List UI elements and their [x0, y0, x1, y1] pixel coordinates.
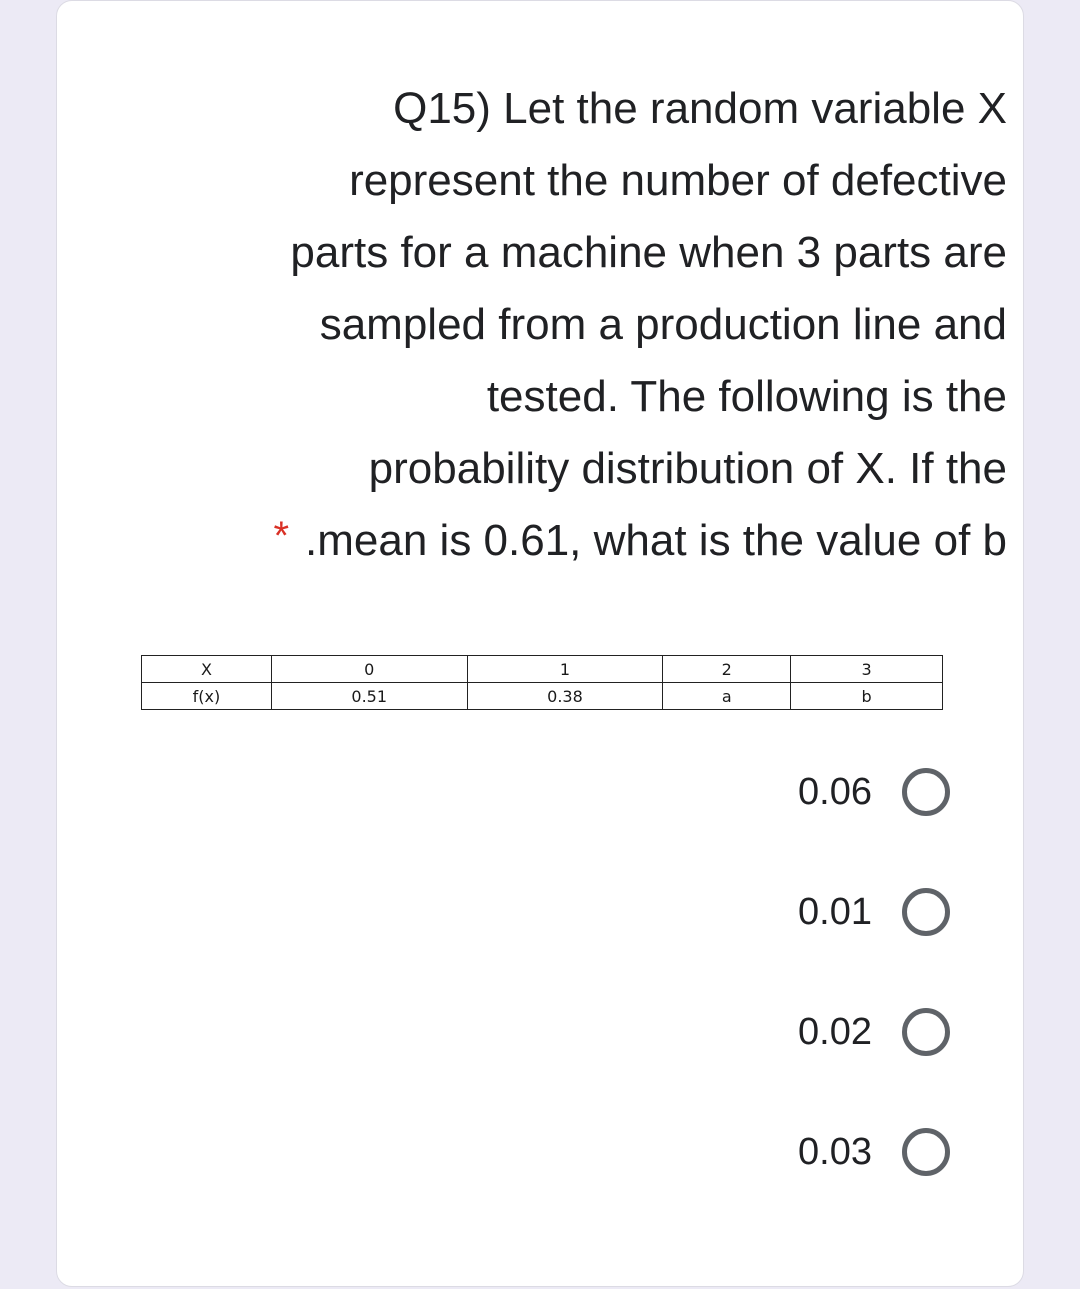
probability-distribution-table: [141, 655, 943, 710]
radio-button-icon[interactable]: [902, 888, 950, 936]
option-label: 0.01: [798, 890, 872, 933]
question-line-3: parts for a machine when 3 parts are: [290, 228, 1007, 277]
table-cell: 1: [467, 656, 663, 683]
question-text: [177, 73, 1007, 578]
option-0-06[interactable]: [700, 760, 960, 824]
table-cell: 0.51: [271, 683, 467, 710]
option-label: 0.02: [798, 1010, 872, 1053]
radio-button-icon[interactable]: [902, 1128, 950, 1176]
option-label: 0.03: [798, 1130, 872, 1173]
question-line-7: [177, 505, 1007, 578]
table-row-fx: [142, 683, 943, 710]
question-line-4: sampled from a production line and: [319, 300, 1007, 349]
question-line-2: represent the number of defective: [349, 156, 1007, 205]
table-cell: f(x): [142, 683, 272, 710]
question-line-1: Q15) Let the random variable X: [393, 84, 1007, 133]
radio-button-icon[interactable]: [902, 768, 950, 816]
table-cell: 0: [271, 656, 467, 683]
required-asterisk: *: [273, 514, 290, 558]
option-label: 0.06: [798, 770, 872, 813]
table-cell: 3: [791, 656, 943, 683]
table-cell: b: [791, 683, 943, 710]
table-cell: a: [663, 683, 791, 710]
table-cell: 0.38: [467, 683, 663, 710]
table-cell: X: [142, 656, 272, 683]
answer-options: [700, 760, 960, 1240]
option-0-01[interactable]: [700, 880, 960, 944]
question-line-5: tested. The following is the: [486, 372, 1007, 421]
table-cell: 2: [663, 656, 791, 683]
table-row-x: [142, 656, 943, 683]
option-0-03[interactable]: [700, 1120, 960, 1184]
option-0-02[interactable]: [700, 1000, 960, 1064]
radio-button-icon[interactable]: [902, 1008, 950, 1056]
question-line-7-text: .mean is 0.61, what is the value of b: [305, 516, 1007, 565]
question-line-6: probability distribution of X. If the: [368, 444, 1007, 493]
